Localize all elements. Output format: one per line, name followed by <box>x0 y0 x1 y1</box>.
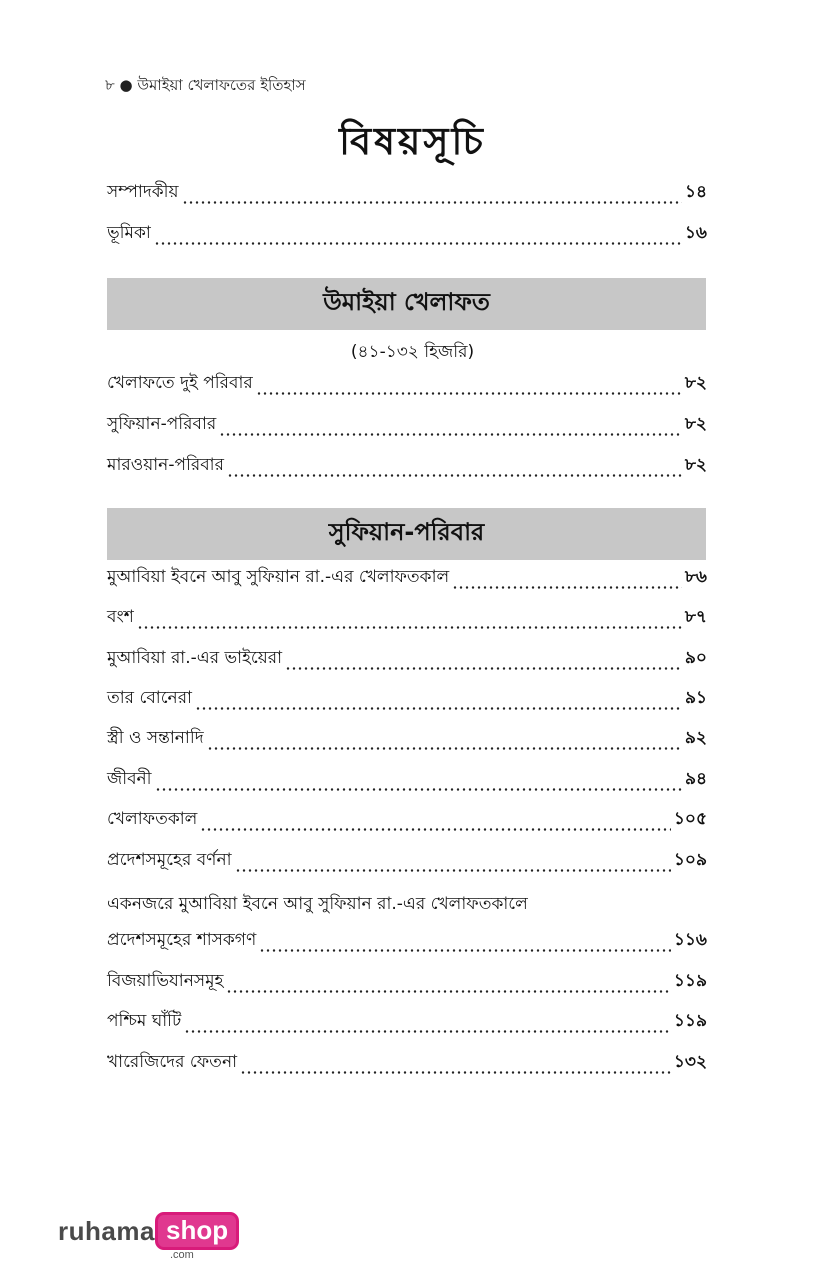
dot-leader <box>182 181 682 207</box>
dot-leader <box>285 647 682 673</box>
toc-entry-page: ১০৫ <box>673 809 707 829</box>
toc-entry[interactable] <box>107 372 707 398</box>
toc-entry[interactable] <box>107 727 707 753</box>
toc-entry-page: ১৬ <box>684 223 707 243</box>
toc-entry-page: ১৪ <box>684 182 707 202</box>
page-title: বিষয়সূচি <box>339 119 486 163</box>
toc-entry-page: ৮৭ <box>684 607 707 627</box>
toc-entry[interactable] <box>107 454 707 480</box>
toc-entry[interactable] <box>107 1051 707 1077</box>
toc-entry-label: প্রদেশসমূহের বর্ণনা <box>107 850 232 870</box>
toc-entry-label: খেলাফতে দুই পরিবার <box>107 373 253 393</box>
toc-entry-page: ১১৯ <box>673 1011 707 1031</box>
toc-entry[interactable] <box>107 647 707 673</box>
toc-entry[interactable] <box>107 222 707 248</box>
toc-entry-label: প্রদেশসমূহের শাসকগণ <box>107 930 257 950</box>
toc-entry-page: ১১৬ <box>673 930 707 950</box>
toc-entry-page: ৯৪ <box>684 769 707 789</box>
toc-entry-page: ৮২ <box>684 373 707 393</box>
section-heading: উমাইয়া খেলাফত <box>107 278 706 330</box>
toc-entry-label: মুআবিয়া ইবনে আবু সুফিয়ান রা.-এর খেলাফতকাল <box>107 567 450 587</box>
toc-entry-label: খেলাফতকাল <box>107 809 198 829</box>
dot-leader <box>452 566 682 592</box>
toc-entry-page: ৯২ <box>684 728 707 748</box>
toc-entry[interactable] <box>107 808 707 834</box>
toc-entry[interactable] <box>107 413 707 439</box>
toc-entry-label: সম্পাদকীয় <box>107 182 179 202</box>
dot-leader <box>137 606 682 632</box>
dot-leader <box>227 454 682 480</box>
toc-entry-page: ৯০ <box>684 648 707 668</box>
toc-entry-page: ১০৯ <box>673 850 707 870</box>
dot-leader <box>235 849 671 875</box>
toc-entry[interactable] <box>107 768 707 794</box>
ruhamashop-logo <box>58 1210 238 1270</box>
dot-leader <box>195 687 682 713</box>
toc-entry-label: মুআবিয়া রা.-এর ভাইয়েরা <box>107 648 283 668</box>
toc-entry[interactable] <box>107 929 707 955</box>
toc-entry[interactable] <box>107 687 707 713</box>
toc-entry-page: ৮৬ <box>684 567 707 587</box>
toc-entry[interactable] <box>107 970 707 996</box>
dot-leader <box>155 768 682 794</box>
dot-leader <box>207 727 682 753</box>
toc-entry[interactable] <box>107 181 707 207</box>
toc-entry[interactable] <box>107 1010 707 1036</box>
toc-entry-page: ৮২ <box>684 414 707 434</box>
dot-leader <box>259 929 671 955</box>
dot-leader <box>154 222 682 248</box>
toc-entry-continued-label[interactable]: একনজরে মুআবিয়া ইবনে আবু সুফিয়ান রা.-এর খেলাফতকালে <box>107 894 528 914</box>
toc-entry[interactable] <box>107 849 707 875</box>
toc-entry[interactable] <box>107 606 707 632</box>
logo-shop-badge: shop <box>155 1212 239 1250</box>
dot-leader <box>240 1051 671 1077</box>
toc-entry-label: স্ত্রী ও সন্তানাদি <box>107 728 204 748</box>
toc-entry-label: সুফিয়ান-পরিবার <box>107 414 217 434</box>
toc-entry-label: বিজয়াভিযানসমূহ <box>107 971 224 991</box>
dot-leader <box>200 808 671 834</box>
dot-leader <box>184 1010 671 1036</box>
section-subheading: (৪১-১৩২ হিজরি) <box>350 342 475 362</box>
toc-entry[interactable] <box>107 566 707 592</box>
toc-entry-page: ১৩২ <box>673 1052 707 1072</box>
toc-entry-label: খারেজিদের ফেতনা <box>107 1052 238 1072</box>
logo-domain-text: .com <box>170 1249 194 1261</box>
section-heading: সুফিয়ান-পরিবার <box>107 508 706 560</box>
toc-entry-label: জীবনী <box>107 769 152 789</box>
toc-entry-page: ৯১ <box>684 688 707 708</box>
running-head: ৮ ● উমাইয়া খেলাফতের ইতিহাস <box>105 76 306 94</box>
dot-leader <box>256 372 682 398</box>
dot-leader <box>226 970 670 996</box>
toc-entry-page: ১১৯ <box>673 971 707 991</box>
toc-entry-label: বংশ <box>107 607 134 627</box>
toc-entry-label: মারওয়ান-পরিবার <box>107 455 224 475</box>
logo-name-text: ruhama <box>58 1216 155 1246</box>
toc-entry-page: ৮২ <box>684 455 707 475</box>
toc-entry-label: পশ্চিম ঘাঁটি <box>107 1011 182 1031</box>
toc-entry-label: তার বোনেরা <box>107 688 192 708</box>
dot-leader <box>219 413 682 439</box>
toc-entry-label: ভূমিকা <box>107 223 151 243</box>
